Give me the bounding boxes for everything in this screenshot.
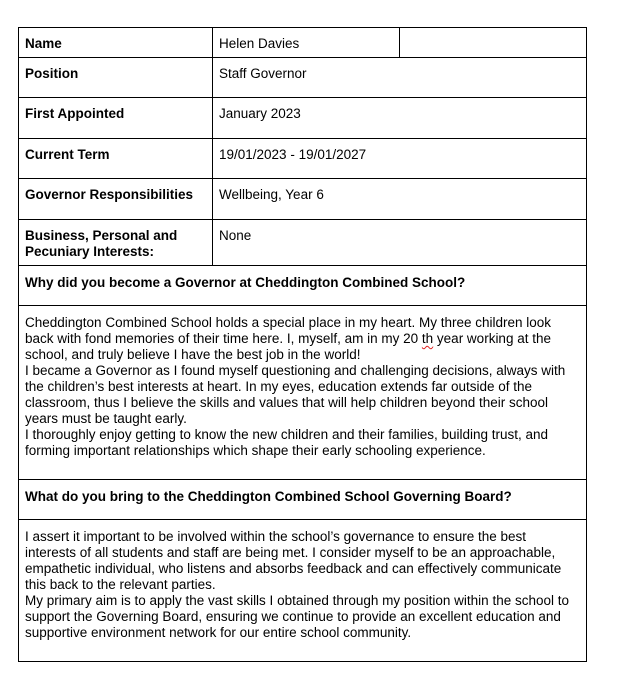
responsibilities-value: Wellbeing, Year 6 (213, 179, 587, 220)
interests-value: None (213, 220, 587, 266)
why-paragraph-1 (25, 315, 580, 363)
why-paragraph-2: I became a Governor as I found myself questioning and challenging decisions, always with the children’s best interests at heart. In my eyes, education extends far outside of the classroom, thus I believe the skills and values that will help children beyond their school years must be taught early. (25, 363, 566, 426)
row-bring-question (19, 480, 587, 520)
name-empty-cell (400, 28, 587, 58)
name-value: Helen Davies (213, 28, 400, 58)
position-value: Staff Governor (213, 58, 587, 98)
bring-paragraph-2: My primary aim is to apply the vast skills I obtained through my position within the school to support the Governing Board, ensuring we continue to provide an excellent education and supportive environment network for our entire school community. (25, 593, 569, 640)
row-bring-answer (19, 520, 587, 662)
bring-paragraph-1: I assert it important to be involved within the school’s governance to ensure the best interests of all students and staff are being met. I consider myself to be an approachable, empathetic individual, who listens and absorbs feedback and can effectively communicate this back to the relevant parties. (25, 529, 562, 592)
governor-profile-document (18, 27, 586, 662)
row-responsibilities (19, 179, 587, 220)
row-name (19, 28, 587, 58)
row-position (19, 58, 587, 98)
bring-answer-cell (19, 520, 587, 662)
first-appointed-label: First Appointed (19, 98, 213, 139)
why-paragraph-1-end: year working at the school, and truly believe I have the best job in the world! (25, 331, 551, 362)
ordinal-suffix: th (421, 331, 434, 346)
bring-question-heading: What do you bring to the Cheddington Combined School Governing Board? (19, 480, 587, 520)
why-paragraph-1-start: Cheddington Combined School holds a special place in my heart. My three children look back with fond memories of their time here. I, myself, am in my 20 (25, 315, 552, 346)
responsibilities-label: Governor Responsibilities (19, 179, 213, 220)
why-answer-cell (19, 306, 587, 480)
position-label: Position (19, 58, 213, 98)
row-why-answer (19, 306, 587, 480)
why-paragraph-3: I thoroughly enjoy getting to know the new children and their families, building trust, and forming important relationships which shape their early schooling experience. (25, 427, 549, 458)
name-label: Name (19, 28, 213, 58)
current-term-value: 19/01/2023 - 19/01/2027 (213, 139, 587, 179)
interests-label: Business, Personal and Pecuniary Interests: (19, 220, 213, 266)
governor-profile-table (18, 27, 587, 662)
row-why-question (19, 266, 587, 306)
row-current-term (19, 139, 587, 179)
row-interests (19, 220, 587, 266)
first-appointed-value: January 2023 (213, 98, 587, 139)
current-term-label: Current Term (19, 139, 213, 179)
why-question-heading: Why did you become a Governor at Cheddington Combined School? (19, 266, 587, 306)
row-first-appointed (19, 98, 587, 139)
